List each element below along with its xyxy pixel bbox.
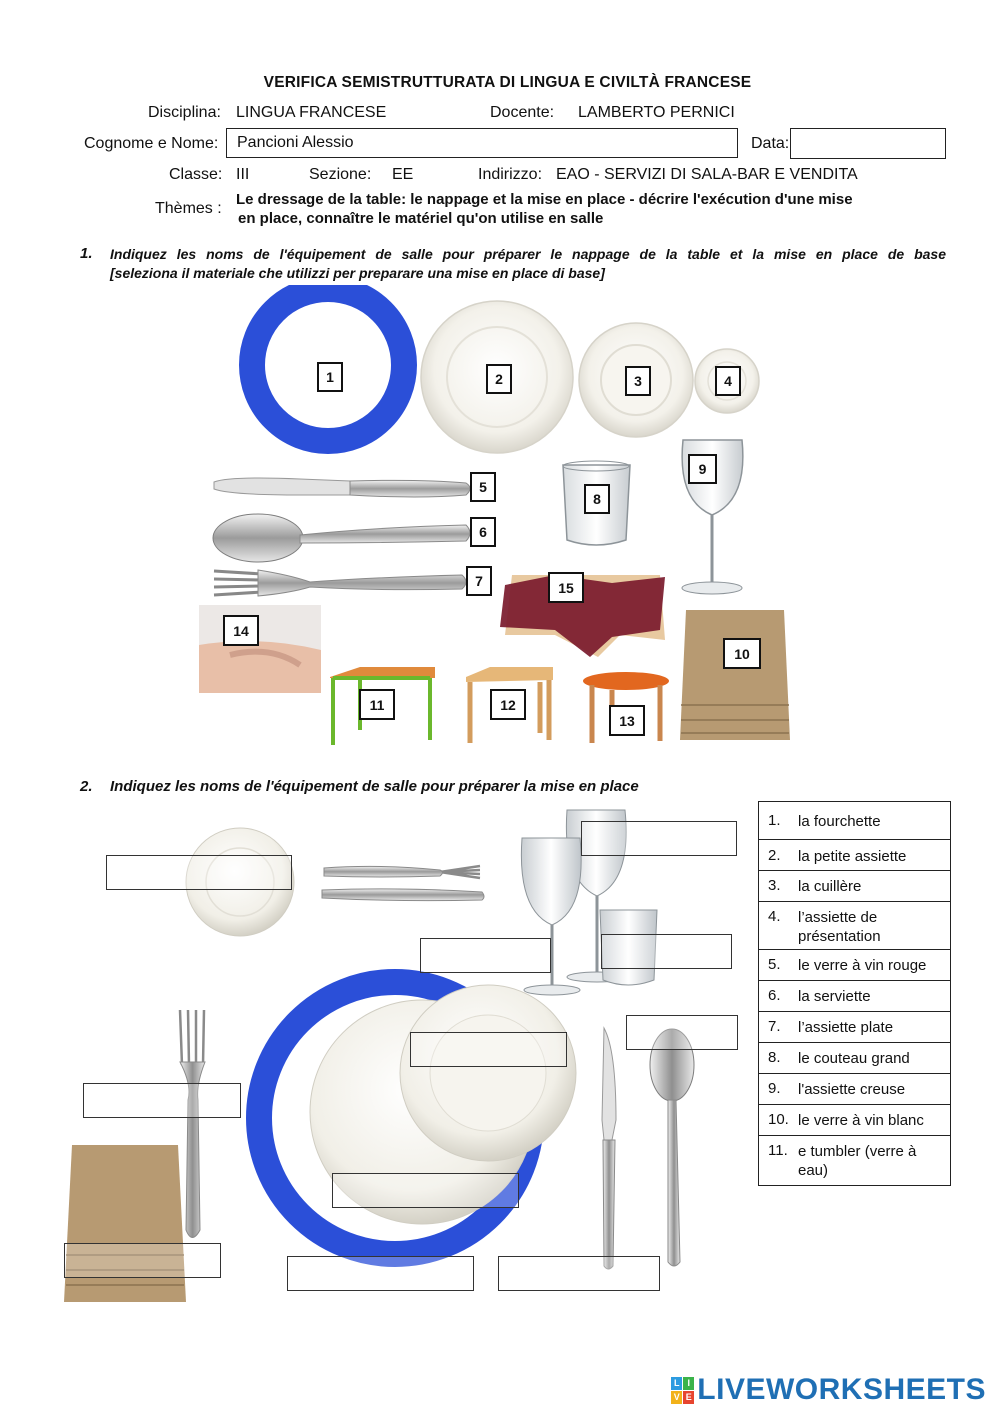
q1-text-line1: Indiquez les noms de l'équipement de salle pour préparer le nappage de la table et la mise en place de base — [110, 246, 946, 262]
vocab-item-2: 2. la petite assiette — [759, 840, 951, 871]
vocab-item-9: 9. l'assiette creuse — [759, 1074, 951, 1105]
sezione-value: EE — [392, 166, 414, 183]
cognome-input[interactable]: Pancioni Alessio — [226, 128, 738, 158]
large-fork-icon — [180, 1010, 205, 1238]
q1-label-10: 10 — [723, 638, 761, 669]
answer-box-white-wine-glass[interactable] — [581, 821, 737, 856]
classe-value: III — [236, 166, 250, 183]
answer-box-tumbler[interactable] — [601, 934, 732, 969]
vocab-item-4: 4. l’assiette de présentation — [759, 902, 951, 950]
indirizzo-value: EAO - SERVIZI DI SALA-BAR E VENDITA — [556, 166, 858, 183]
vocab-list — [758, 801, 951, 1186]
q1-label-9: 9 — [688, 454, 717, 484]
q1-label-4: 4 — [715, 366, 741, 396]
logo-badge-icon: L I V E — [671, 1377, 694, 1404]
answer-box-knife[interactable] — [498, 1256, 660, 1291]
answer-box-fork[interactable] — [83, 1083, 241, 1118]
disciplina-label: Disciplina: — [148, 104, 221, 121]
vocab-item-7: 7. l’assiette plate — [759, 1012, 951, 1043]
themes-line-2: en place, connaître le matériel qu'on utilise en salle — [238, 210, 604, 227]
q1-label-5: 5 — [470, 472, 496, 502]
sezione-label: Sezione: — [309, 166, 372, 183]
docente-label: Docente: — [490, 104, 555, 121]
q1-label-11: 11 — [359, 689, 395, 720]
vocab-item-3: 3. la cuillère — [759, 871, 951, 902]
answer-box-soup-plate[interactable] — [410, 1032, 567, 1067]
dessert-cutlery-icon — [322, 866, 484, 901]
q1-label-8: 8 — [584, 484, 610, 514]
themes-text — [236, 190, 956, 228]
q1-label-3: 3 — [625, 366, 651, 396]
fork-icon — [214, 570, 466, 596]
molleton-photo-icon — [199, 605, 321, 693]
vocab-item-1: 1. la fourchette — [759, 802, 951, 840]
themes-line-1: Le dressage de la table: le nappage et la mise en place - décrire l'exécution d'une mise — [236, 191, 853, 208]
napkin-icon — [64, 1145, 186, 1302]
vocab-item-11: 11. e tumbler (verre à eau) — [759, 1136, 951, 1186]
answer-box-red-wine-glass[interactable] — [420, 938, 551, 973]
vocab-item-5: 5. le verre à vin rouge — [759, 950, 951, 981]
q1-label-14: 14 — [223, 615, 259, 646]
answer-box-spoon[interactable] — [626, 1015, 738, 1050]
knife-icon — [214, 478, 470, 497]
place-setting-plates-icon — [259, 982, 576, 1254]
q1-label-2: 2 — [486, 364, 512, 394]
vocab-item-6: 6. la serviette — [759, 981, 951, 1012]
q1-label-13: 13 — [609, 705, 645, 736]
napkin-stack-icon — [680, 610, 790, 740]
cognome-label: Cognome e Nome: — [84, 135, 219, 152]
large-spoon-icon — [650, 1029, 694, 1266]
q1-label-6: 6 — [470, 517, 496, 547]
q1-label-7: 7 — [466, 566, 492, 596]
spoon-icon — [213, 514, 470, 562]
logo-text: LIVEWORKSHEETS — [697, 1373, 986, 1406]
q1-label-15: 15 — [548, 572, 584, 603]
vocab-item-8: 8. le couteau grand — [759, 1043, 951, 1074]
large-knife-icon — [602, 1028, 616, 1269]
q2-number: 2. — [80, 778, 93, 795]
answer-box-napkin[interactable] — [64, 1243, 221, 1278]
themes-label: Thèmes : — [155, 200, 222, 217]
q1-label-1: 1 — [317, 362, 343, 392]
docente-value: LAMBERTO PERNICI — [578, 104, 735, 121]
data-input[interactable] — [790, 128, 946, 159]
q1-text-line2: [seleziona il materiale che utilizzi per preparare una mise en place di base] — [110, 265, 605, 281]
disciplina-value: LINGUA FRANCESE — [236, 104, 387, 121]
classe-label: Classe: — [169, 166, 223, 183]
answer-box-small-plate[interactable] — [106, 855, 292, 890]
page-title: VERIFICA SEMISTRUTTURATA DI LINGUA E CIVILTÀ FRANCESE — [263, 74, 752, 91]
data-label: Data: — [751, 135, 790, 152]
q1-label-12: 12 — [490, 689, 526, 720]
q1-number: 1. — [80, 245, 93, 262]
answer-box-charger[interactable] — [287, 1256, 474, 1291]
indirizzo-label: Indirizzo: — [478, 166, 543, 183]
vocab-item-10: 10. le verre à vin blanc — [759, 1105, 951, 1136]
answer-box-dinner-plate[interactable] — [332, 1173, 519, 1208]
liveworksheets-logo — [671, 1373, 986, 1407]
q2-text: Indiquez les noms de l'équipement de salle pour préparer la mise en place — [110, 778, 639, 795]
